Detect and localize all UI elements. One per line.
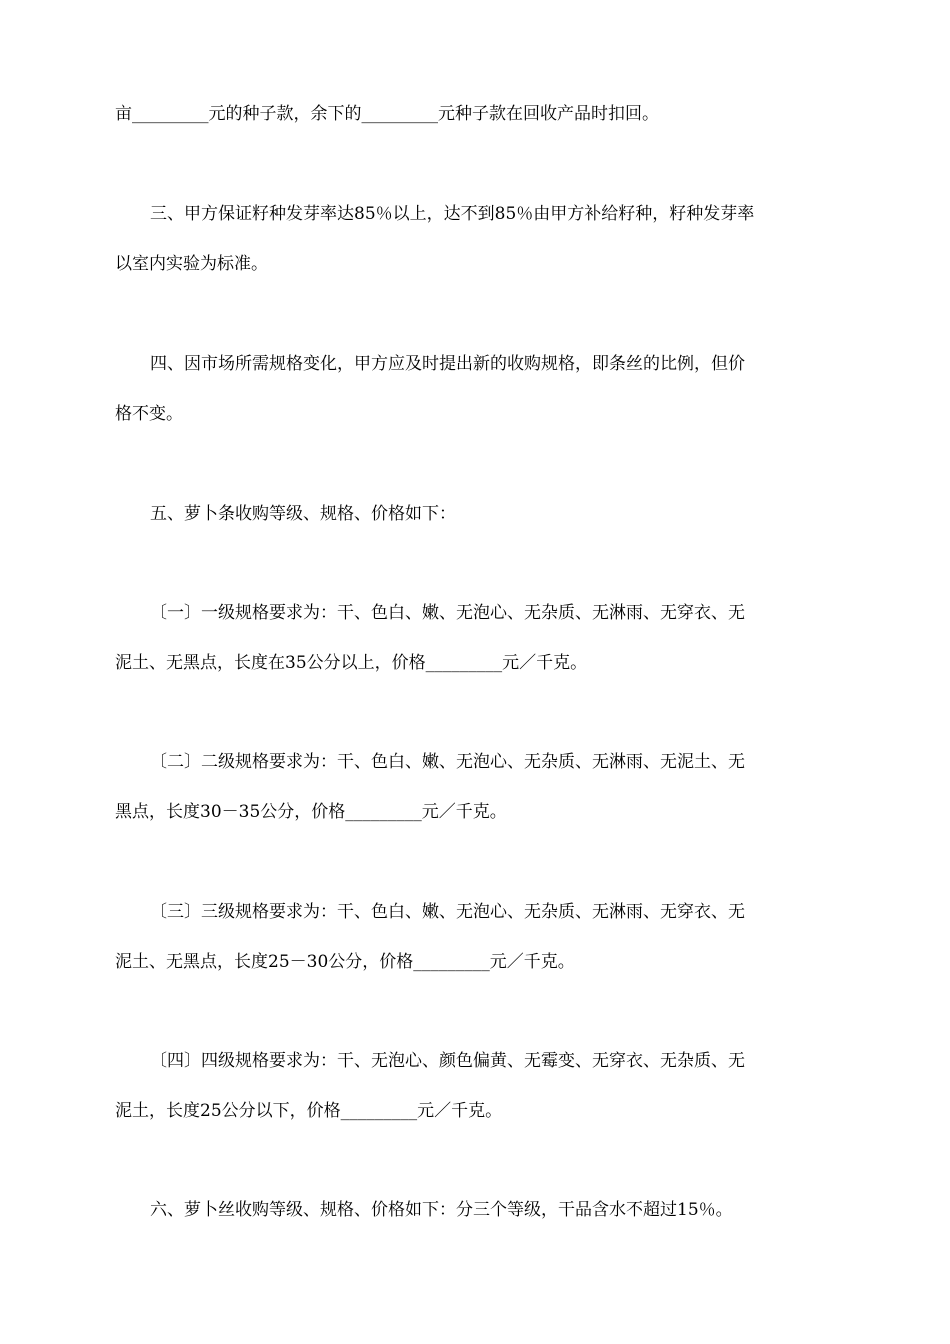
grade-2-continuation: 黑点，长度30－35公分，价格_________元／千克。 (115, 802, 507, 822)
clause-4-continuation: 格不变。 (115, 404, 183, 424)
grade-4-continuation: 泥土，长度25公分以下，价格_________元／千克。 (115, 1101, 503, 1121)
grade-2-requirements: 〔二〕二级规格要求为：干、色白、嫩、无泡心、无杂质、无淋雨、无泥土、无 (150, 752, 745, 772)
grade-3-requirements: 〔三〕三级规格要求为：干、色白、嫩、无泡心、无杂质、无淋雨、无穿衣、无 (150, 902, 745, 922)
paragraph-seed-payment-continuation: 亩_________元的种子款，余下的_________元种子款在回收产品时扣回。 (115, 104, 659, 124)
clause-3-germination-rate: 三、甲方保证籽种发芽率达85％以上，达不到85％由甲方补给籽种，籽种发芽率 (150, 204, 755, 224)
clause-4-spec-change: 四、因市场所需规格变化，甲方应及时提出新的收购规格，即条丝的比例，但价 (150, 354, 745, 374)
grade-1-requirements: 〔一〕一级规格要求为：干、色白、嫩、无泡心、无杂质、无淋雨、无穿衣、无 (150, 603, 745, 623)
grade-4-requirements: 〔四〕四级规格要求为：干、无泡心、颜色偏黄、无霉变、无穿衣、无杂质、无 (150, 1051, 745, 1071)
clause-3-continuation: 以室内实验为标准。 (115, 254, 268, 274)
grade-3-continuation: 泥土、无黑点，长度25－30公分，价格_________元／千克。 (115, 952, 575, 972)
grade-1-continuation: 泥土、无黑点，长度在35公分以上，价格_________元／千克。 (115, 653, 588, 673)
clause-6-heading: 六、萝卜丝收购等级、规格、价格如下：分三个等级，干品含水不超过15％。 (150, 1200, 733, 1220)
clause-5-heading: 五、萝卜条收购等级、规格、价格如下： (150, 504, 456, 524)
